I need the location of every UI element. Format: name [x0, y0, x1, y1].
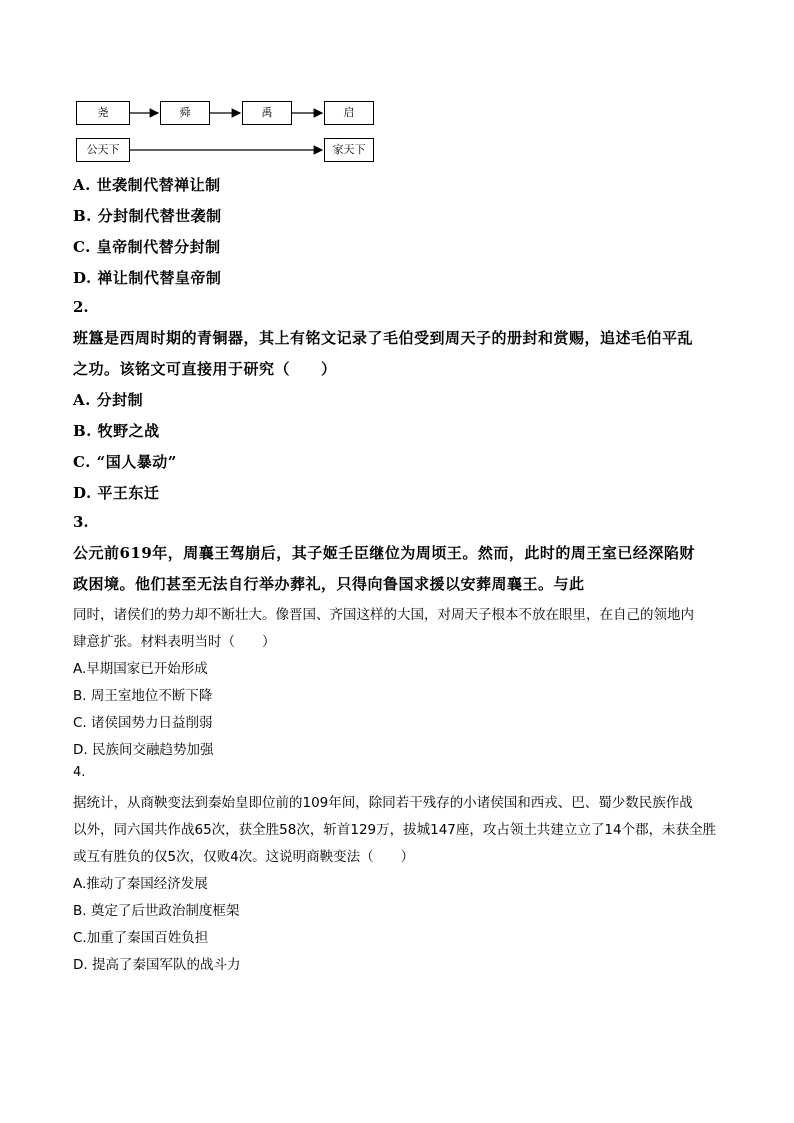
q2-option-b: B. 牧野之战	[73, 422, 160, 440]
q4-stem-line-2: 以外，同六国共作战65次，获全胜58次，斩首129万，拔城147座，攻占领土共建立立了14个郡，未获全胜	[73, 822, 717, 838]
q2-option-c: C. “国人暴动”	[73, 453, 177, 471]
box-yu: 禹	[242, 101, 292, 125]
box-gong-tian-xia: 公天下	[76, 138, 130, 162]
q4-stem-line-3: 或互有胜负的仅5次，仅败4次。这说明商鞅变法（ ）	[73, 849, 415, 865]
q2-stem-line-1: 班簋是西周时期的青铜器，其上有铭文记录了毛伯受到周天子的册封和赏赐，追述毛伯平乱	[73, 329, 694, 347]
q2-stem-line-2: 之功。该铭文可直接用于研究（ ）	[73, 360, 337, 378]
q3-number: 3.	[73, 513, 89, 531]
box-qi: 启	[324, 101, 374, 125]
box-shun: 舜	[160, 101, 210, 125]
q3-option-a: A.早期国家已开始形成	[73, 661, 208, 677]
q4-option-c: C.加重了秦国百姓负担	[73, 930, 209, 946]
q3-stem-plain-line-1: 同时，诸侯们的势力却不断壮大。像晋国、齐国这样的大国，对周天子根本不放在眼里，在自己的领地内	[73, 607, 694, 623]
q1-option-c: C. 皇帝制代替分封制	[73, 238, 221, 256]
q3-option-b: B. 周王室地位不断下降	[73, 688, 213, 704]
box-yao: 尧	[76, 101, 130, 125]
q4-option-d: D. 提高了秦国军队的战斗力	[73, 957, 241, 973]
q3-option-c: C. 诸侯国势力日益削弱	[73, 715, 213, 731]
q3-stem-plain-line-2: 肆意扩张。材料表明当时（ ）	[73, 634, 276, 650]
q4-number: 4.	[73, 765, 86, 780]
q1-option-d: D. 禅让制代替皇帝制	[73, 269, 222, 287]
q4-option-a: A.推动了秦国经济发展	[73, 876, 208, 892]
q4-option-b: B. 奠定了后世政治制度框架	[73, 903, 240, 919]
box-jia-tian-xia: 家天下	[324, 138, 374, 162]
q2-number: 2.	[73, 298, 89, 316]
q3-option-d: D. 民族间交融趋势加强	[73, 742, 214, 758]
flow-diagram	[76, 99, 386, 165]
q3-stem-bold-line-1: 公元前619年，周襄王驾崩后，其子姬壬臣继位为周顷王。然而，此时的周王室已经深陷财	[73, 544, 695, 562]
q2-option-a: A. 分封制	[73, 391, 144, 409]
q4-stem-line-1: 据统计，从商鞅变法到秦始皇即位前的109年间，除同若干残存的小诸侯国和西戎、巴、蜀少数民族作战	[73, 795, 693, 811]
q3-stem-bold-line-2: 政困境。他们甚至无法自行举办葬礼，只得向鲁国求援以安葬周襄王。与此	[73, 575, 585, 593]
q1-option-a: A. 世袭制代替禅让制	[73, 176, 221, 194]
q2-option-d: D. 平王东迁	[73, 484, 160, 502]
q1-option-b: B. 分封制代替世袭制	[73, 207, 222, 225]
